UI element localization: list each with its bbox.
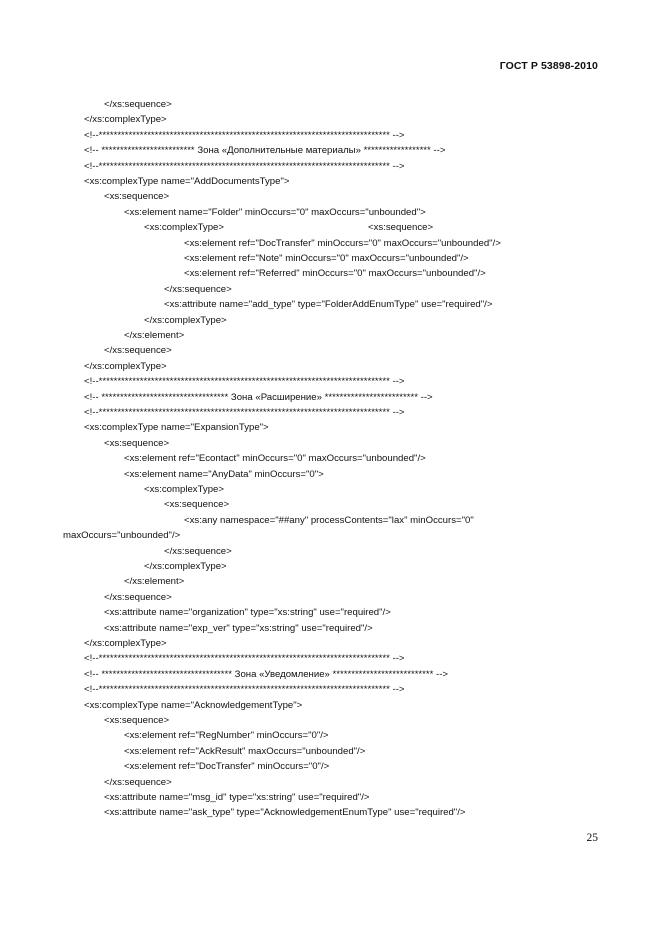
code-line: <xs:complexType name="ExpansionType"> [84,422,269,434]
code-line: <!-- ********************************** Зона «Расширение» ************************* --> [84,391,433,403]
code-line: <xs:element name="Folder" minOccurs="0" maxOccurs="unbounded"> [124,206,426,218]
code-line: <xs:sequence> [368,222,434,234]
code-line: <xs:any namespace="##any" processContents="lax" minOccurs="0" [184,514,474,526]
code-line: <xs:attribute name="add_type" type="FolderAddEnumType" use="required"/> [164,299,493,311]
code-line: <!--****************************************************************************** --> [84,160,405,172]
code-line: <xs:element ref="Note" minOccurs="0" maxOccurs="unbounded"/> [184,253,469,264]
code-line: <!--****************************************************************************** --> [84,376,405,388]
code-line: <xs:element ref="RegNumber" minOccurs="0"/> [124,730,329,742]
code-line: <!--****************************************************************************** --> [84,684,405,696]
code-line: </xs:sequence> [104,99,172,110]
code-line: <xs:sequence> [164,499,230,511]
code-line: </xs:sequence> [104,345,172,357]
code-line: </xs:element> [124,330,185,341]
code-line: <!--****************************************************************************** --> [84,129,405,141]
code-line: <xs:complexType> [144,222,224,234]
code-line: </xs:complexType> [84,114,167,126]
code-line: <xs:attribute name="exp_ver" type="xs:string" use="required"/> [104,622,373,634]
code-line: <xs:element ref="DocTransfer" minOccurs="0"/> [124,761,330,773]
code-line: </xs:sequence> [164,545,232,557]
code-line: <!--****************************************************************************** --> [84,407,405,418]
code-line: </xs:complexType> [144,561,227,572]
code-line: </xs:element> [124,576,185,588]
code-line: <xs:element ref="DocTransfer" minOccurs="0" maxOccurs="unbounded"/> [184,237,501,249]
code-line: <xs:attribute name="organization" type="xs:string" use="required"/> [104,607,391,619]
code-line: </xs:sequence> [104,776,172,788]
code-line: <!-- *********************************** Зона «Уведомление» *************************** --> [84,668,449,680]
code-line: <!-- ************************* Зона «Дополнительные материалы» ****************** --> [84,145,446,157]
code-line: <xs:sequence> [104,437,170,449]
code-line: <xs:complexType name="AcknowledgementType"> [84,699,303,711]
page-number: 25 [586,832,598,844]
code-line: </xs:complexType> [84,638,167,649]
code-line: <xs:sequence> [104,715,170,726]
code-line: <xs:attribute name="msg_id" type="xs:string" use="required"/> [104,792,370,803]
code-line: <xs:element name="AnyData" minOccurs="0"> [124,468,324,480]
code-line: </xs:complexType> [144,314,227,326]
code-line: <xs:complexType name="AddDocumentsType"> [84,176,290,187]
code-line: <xs:element ref="Econtact" minOccurs="0" maxOccurs="unbounded"/> [124,453,426,465]
code-line: maxOccurs="unbounded"/> [63,530,181,542]
code-line: <xs:element ref="AckResult" maxOccurs="unbounded"/> [124,745,366,757]
code-line: <xs:complexType> [144,484,224,495]
code-line: <xs:element ref="Referred" minOccurs="0" maxOccurs="unbounded"/> [184,268,486,280]
code-line: <!--****************************************************************************** --> [84,653,405,665]
code-line: </xs:sequence> [104,591,172,603]
code-line: <xs:sequence> [104,191,170,203]
code-line: <xs:attribute name="ask_type" type="AcknowledgementEnumType" use="required"/> [104,807,466,819]
code-line: </xs:sequence> [164,283,232,295]
code-line: </xs:complexType> [84,360,167,372]
standard-header: ГОСТ Р 53898-2010 [499,60,598,72]
